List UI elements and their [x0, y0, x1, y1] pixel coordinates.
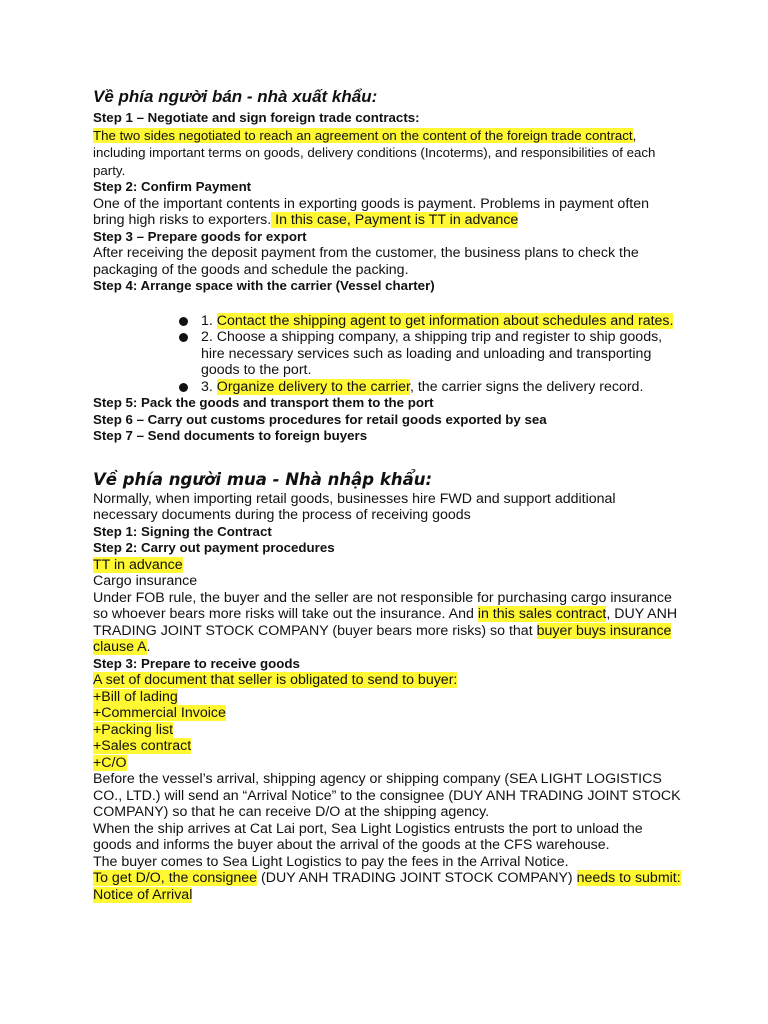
document-body — [93, 86, 683, 903]
seller-step5-title: Step 5: Pack the goods and transport them to the port — [93, 395, 434, 410]
arrival-paragraph: Before the vessel’s arrival, shipping agency or shipping company (SEA LIGHT LOGISTICS CO., LTD.) will send an “Arrival Notice” to the consignee (DUY ANH TRADING JOINT STOCK COMPANY) so that he can receive D/O at the shipping agency. — [93, 771, 681, 820]
doc-sales-contract — [93, 738, 683, 755]
seller-step3-title: Step 3 – Prepare goods for export — [93, 228, 307, 244]
bullet1-highlight: Contact the shipping agent to get information about schedules and rates. — [216, 312, 674, 329]
seller-step2-title: Step 2: Confirm Payment — [93, 179, 252, 194]
docs-intro: A set of document that seller is obligated to send to buyer: — [93, 672, 458, 688]
notice-of-arrival: Notice of Arrival — [93, 886, 193, 903]
buyer-step1-title: Step 1: Signing the Contract — [93, 523, 272, 539]
bullet2-text: 2. Choose a shipping company, a shipping trip and register to ship goods, hire necessary services such as loading and unloading and transporting goods to the port. — [201, 329, 663, 378]
bullet-icon — [179, 333, 188, 342]
list-item — [179, 329, 683, 379]
seller-heading: Về phía người bán - nhà xuất khẩu: — [93, 87, 378, 106]
doc-item: +Commercial Invoice — [93, 705, 226, 721]
buyer-step2-title: Step 2: Carry out payment procedures — [93, 540, 335, 555]
doc-item: +C/O — [93, 754, 127, 771]
fob-text: Under FOB rule, the buyer and the seller are not responsible for purchasing cargo insurance so whoever bears more risks will take out the insurance. And — [93, 589, 672, 622]
seller-step7-title: Step 7 – Send documents to foreign buyers — [93, 428, 368, 443]
seller-step2-highlight: In this case, Payment is TT in advance — [271, 212, 519, 228]
seller-step6-title: Step 6 – Carry out customs procedures for retail goods exported by sea — [93, 411, 547, 427]
buyer-fob-paragraph — [93, 590, 683, 656]
bullet-icon — [179, 383, 188, 392]
notice-of-arrival-line — [93, 887, 683, 904]
seller-step3-text: After receiving the deposit payment from the customer, the business plans to check the packaging of the goods and schedule the packing. — [93, 245, 639, 278]
fob-highlight-clause: buyer buys insurance clause A — [93, 622, 672, 655]
bullet3-number: 3. — [201, 378, 217, 395]
buyer-intro: Normally, when importing retail goods, businesses hire FWD and support additional necessary documents during the process of receiving goods — [93, 490, 616, 523]
buyer-step3-title: Step 3: Prepare to receive goods — [93, 655, 300, 671]
do-highlight-submit: needs to submit: — [576, 870, 681, 886]
buyer-tt-advance — [93, 557, 683, 574]
seller-step2-text: One of the important contents in exporting goods is payment. Problems in payment often bring high risks to exporters. — [93, 195, 649, 228]
doc-item: +Bill of lading — [93, 688, 178, 705]
buyer-cargo-insurance: Cargo insurance — [93, 573, 198, 589]
do-paragraph — [93, 870, 683, 887]
doc-item: +Sales contract — [93, 738, 192, 754]
bullet3-highlight: Organize delivery to the carrier — [216, 378, 410, 395]
seller-step4-list — [93, 313, 683, 396]
seller-step1-rest: , including important terms on goods, delivery conditions (Incoterms), and responsibilities of each party. — [93, 127, 656, 178]
fob-highlight-contract: in this sales contract — [477, 606, 607, 622]
seller-step4-title: Step 4: Arrange space with the carrier (Vessel charter) — [93, 278, 435, 293]
fob-end: . — [146, 639, 151, 655]
doc-packing-list — [93, 722, 683, 739]
catlai-paragraph: When the ship arrives at Cat Lai port, Sea Light Logistics entrusts the port to unload the goods and informs the buyer about the arrival of the goods at the CFS warehouse. — [93, 820, 643, 853]
list-item — [179, 313, 683, 330]
doc-commercial-invoice — [93, 705, 683, 722]
seller-step1-highlight: The two sides negotiated to reach an agreement on the content of the foreign trade contract — [93, 127, 633, 143]
doc-bill-of-lading — [93, 689, 683, 706]
bullet-icon — [179, 317, 188, 326]
list-item — [179, 379, 683, 396]
seller-step1-paragraph — [93, 127, 683, 180]
buyer-heading: Về phía người mua - Nhà nhập khẩu: — [93, 469, 433, 489]
fees-paragraph: The buyer comes to Sea Light Logistics to pay the fees in the Arrival Notice. — [93, 853, 569, 870]
bullet1-number: 1. — [201, 312, 217, 329]
doc-co — [93, 755, 683, 772]
seller-step2-paragraph — [93, 196, 683, 229]
do-highlight-consignee: To get D/O, the consignee — [93, 870, 258, 886]
docs-intro-line — [93, 672, 683, 689]
doc-item: +Packing list — [93, 721, 174, 738]
seller-step1-title: Step 1 – Negotiate and sign foreign trade contracts: — [93, 110, 420, 125]
bullet3-rest: , the carrier signs the delivery record. — [409, 378, 644, 395]
do-mid: (DUY ANH TRADING JOINT STOCK COMPANY) — [257, 870, 577, 886]
tt-advance-highlight: TT in advance — [93, 556, 183, 573]
fob-mid: , DUY ANH TRADING JOINT STOCK COMPANY (buyer bears more risks) so that — [93, 606, 678, 639]
